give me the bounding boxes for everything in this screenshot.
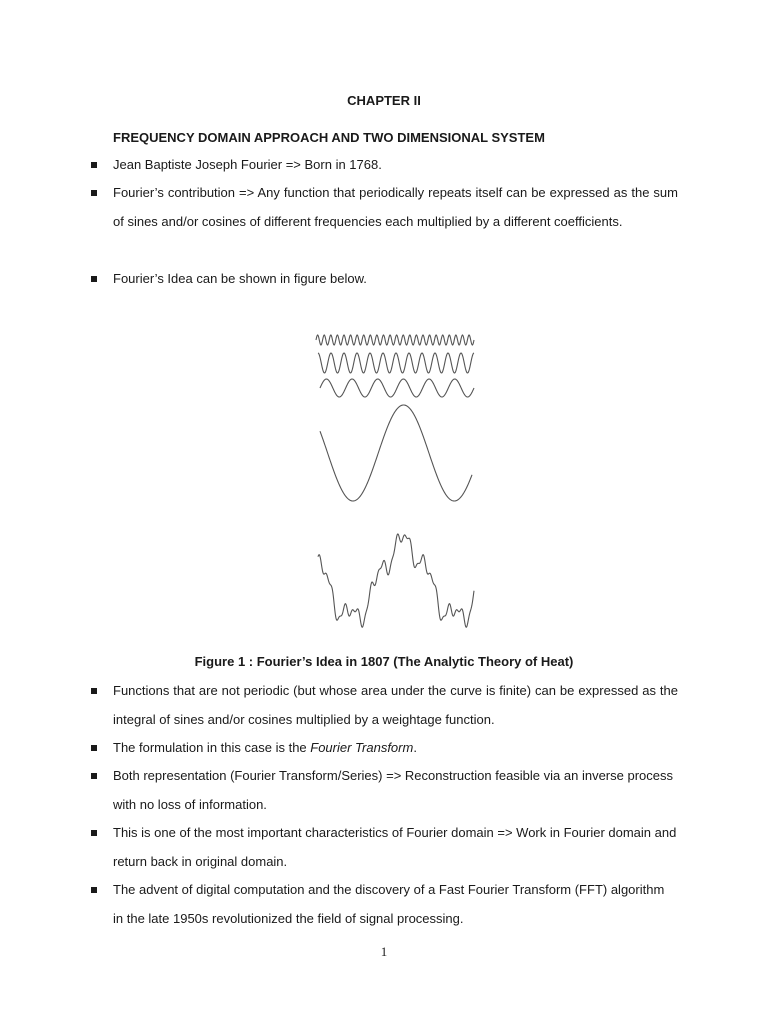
low-frequency-sine-wave <box>320 379 474 397</box>
bullet-text: Both representation (Fourier Transform/Series) => Reconstruction feasible via an inverse process with no loss of information. <box>113 768 673 812</box>
composite-signal-wave <box>318 534 474 627</box>
bullet-item <box>113 677 678 734</box>
high-frequency-sine-wave <box>316 335 474 345</box>
chapter-heading: CHAPTER II <box>347 93 421 108</box>
bullet-text-prefix: The formulation in this case is the <box>113 740 311 755</box>
fourier-waves-figure <box>308 325 480 643</box>
page-number: 1 <box>380 944 388 959</box>
bullet-marker <box>91 276 97 282</box>
bullet-text: Functions that are not periodic (but whose area under the curve is finite) can be expressed as the integral of sines and/or cosines multiplied by a weightage function. <box>113 683 678 727</box>
bullet-marker <box>91 773 97 779</box>
bullet-text-suffix: . <box>413 740 417 755</box>
mid-frequency-sine-wave <box>318 353 474 373</box>
bullet-item <box>113 265 678 294</box>
bullet-item <box>113 819 678 876</box>
fourier-transform-term: Fourier Transform <box>310 740 414 755</box>
bullet-item <box>113 876 678 933</box>
fundamental-sine-wave <box>320 405 472 501</box>
bullet-marker <box>91 190 97 196</box>
bullet-marker <box>91 162 97 168</box>
figure-caption: Figure 1 : Fourier’s Idea in 1807 (The Analytic Theory of Heat) <box>194 654 574 669</box>
bullet-text <box>113 734 678 763</box>
bullet-marker <box>91 887 97 893</box>
bullet-item <box>113 151 678 180</box>
bullet-marker <box>91 830 97 836</box>
bullet-text: This is one of the most important characteristics of Fourier domain => Work in Fourier domain and return back in original domain. <box>113 825 677 869</box>
bullet-item <box>113 762 678 819</box>
bullet-text: The advent of digital computation and the discovery of a Fast Fourier Transform (FFT) algorithm in the late 1950s revolutionized the field of signal processing. <box>113 882 665 926</box>
section-title: FREQUENCY DOMAIN APPROACH AND TWO DIMENSIONAL SYSTEM <box>113 130 545 145</box>
bullet-item <box>113 179 678 236</box>
bullet-text: Jean Baptiste Joseph Fourier => Born in 1768. <box>113 157 382 172</box>
bullet-marker <box>91 688 97 694</box>
bullet-text: Fourier’s contribution => Any function that periodically repeats itself can be expressed as the sum of sines and/or cosines of different frequencies each multiplied by a different coefficients. <box>113 185 678 229</box>
bullet-item <box>113 734 678 763</box>
bullet-text: Fourier’s Idea can be shown in figure below. <box>113 271 367 286</box>
bullet-marker <box>91 745 97 751</box>
